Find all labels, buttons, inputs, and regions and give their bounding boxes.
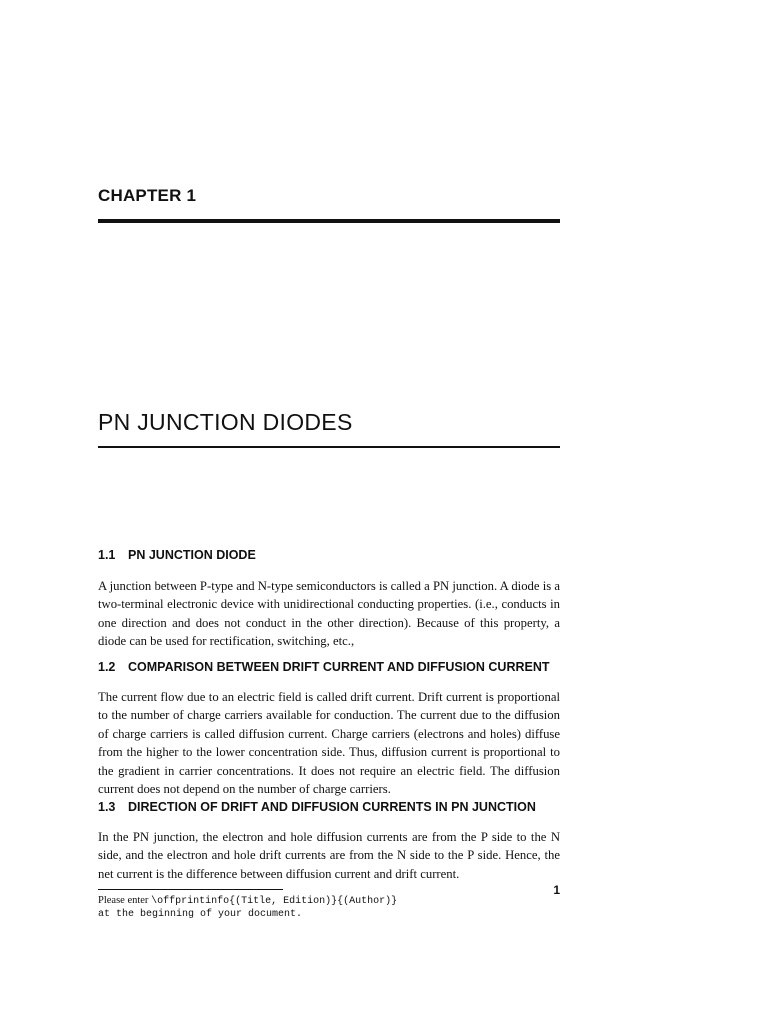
section-heading-1-3 (98, 800, 536, 814)
chapter-rule (98, 219, 560, 223)
section-number: 1.1 (98, 548, 116, 562)
section-number: 1.2 (98, 660, 116, 674)
section-body-1-1: A junction between P-type and N-type semiconductors is called a PN junction. A diode is a two-terminal electronic device with unidirectional conducting properties. (i.e., conducts in one direction and does not conduct in the other direction). Because of this property, a diode can be used for rectification, switching, etc., (98, 579, 560, 649)
footnote-prefix: Please enter (98, 895, 152, 906)
section-body-1-2: The current flow due to an electric field is called drift current. Drift current is proportional to the number of charge carriers available for conduction. The current due to the diffusion of charge carriers is called diffusion current. Charge carriers (electrons and holes) diffuse from the higher to the lower concentration side. Thus, diffusion current is proportional to the gradient in carrier concentrations. It does not require an electric field. The diffusion current does not depend on the number of charge carriers. (98, 690, 560, 797)
footnote-command: \offprintinfo{(Title, Edition)}{(Author)} (151, 896, 398, 907)
footnote-rule (98, 889, 283, 890)
chapter-title: PN JUNCTION DIODES (98, 409, 353, 435)
section-heading-1-1 (98, 548, 256, 562)
footnote-line-2: at the beginning of your document. (98, 909, 303, 920)
section-title: PN JUNCTION DIODE (128, 548, 256, 562)
chapter-label: CHAPTER 1 (98, 186, 197, 205)
section-heading-1-2 (98, 660, 550, 674)
section-title: DIRECTION OF DRIFT AND DIFFUSION CURRENTS IN PN JUNCTION (128, 800, 536, 814)
section-number: 1.3 (98, 800, 116, 814)
section-body-1-3: In the PN junction, the electron and hole diffusion currents are from the P side to the N side, and the electron and hole drift currents are from the N side to the P side. Hence, the net current is the difference between diffusion current and drift current. (98, 830, 560, 881)
title-rule (98, 446, 560, 448)
footnote-line-1 (98, 894, 397, 908)
section-title: COMPARISON BETWEEN DRIFT CURRENT AND DIFFUSION CURRENT (128, 660, 550, 674)
page-number: 1 (553, 883, 560, 897)
footnote (98, 894, 397, 921)
